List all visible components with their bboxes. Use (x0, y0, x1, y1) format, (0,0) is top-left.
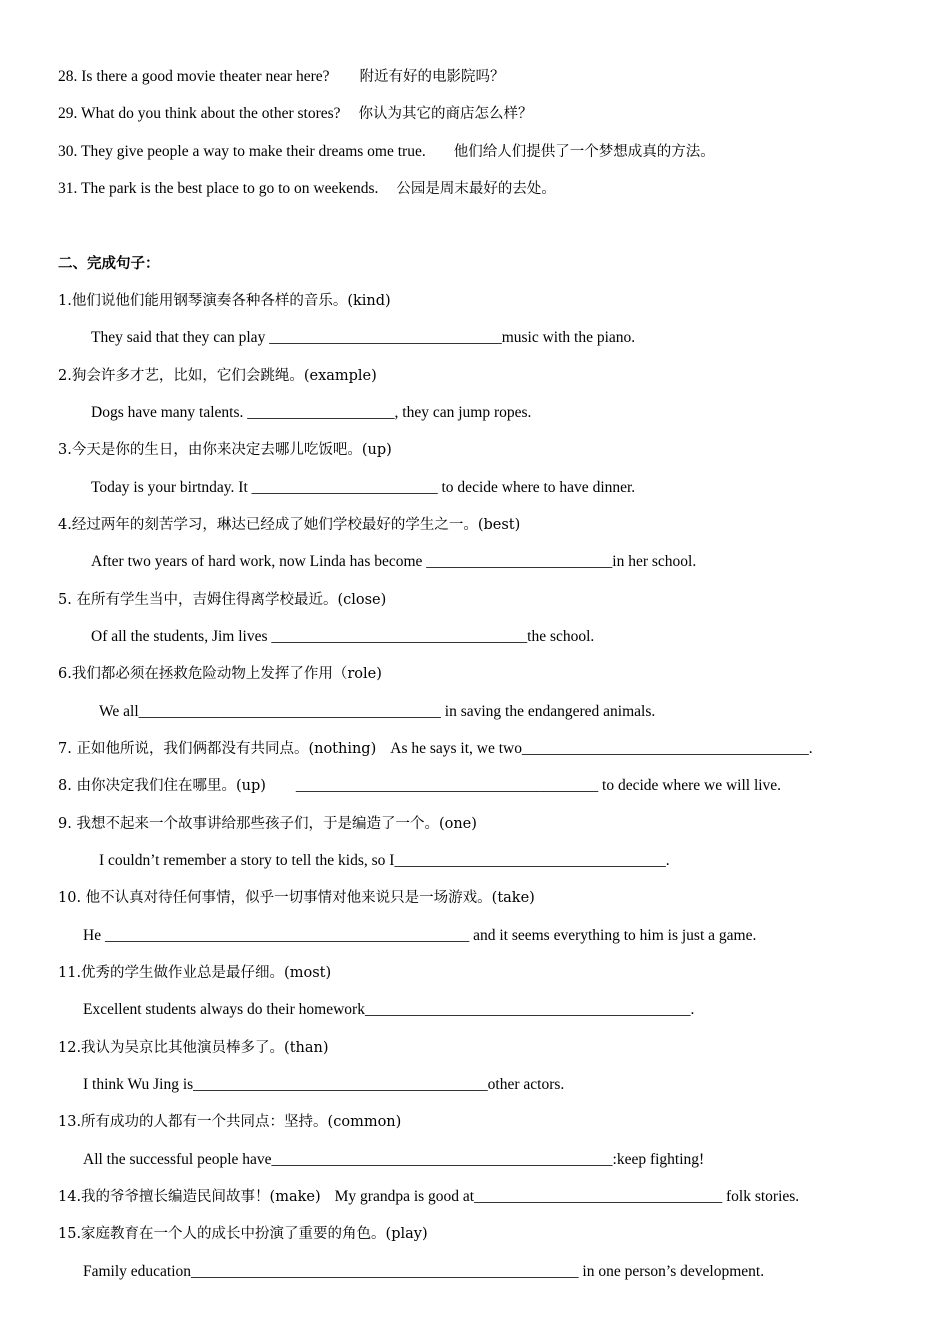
item-3-prompt: 3.今天是你的生日，由你来决定去哪儿吃饭吧。(up) (58, 442, 392, 458)
translation-29: 29. What do you think about the other stores? 你认为其它的商店怎么样？ (58, 105, 533, 122)
item-13-prompt: 13.所有成功的人都有一个共同点：坚持。(common) (58, 1114, 402, 1130)
item-1-answer-line: They said that they can play ______________________________music with the piano. (91, 329, 636, 346)
item-6-answer-line: We all_______________________________________ in saving the endangered animals. (99, 703, 656, 720)
item-4-prompt: 4.经过两年的刻苦学习，琳达已经成了她们学校最好的学生之一。(best) (58, 517, 521, 533)
item-12-answer-line: I think Wu Jing is______________________________________other actors. (83, 1076, 565, 1093)
item-9-answer-line: I couldn’t remember a story to tell the kids, so I___________________________________. (99, 852, 670, 869)
translation-28: 28. Is there a good movie theater near here? 附近有好的电影院吗？ (58, 68, 505, 85)
item-10-answer-line: He _______________________________________________ and it seems everything to him is just a game. (83, 927, 757, 944)
item-14-prompt: 14.我的爷爷擅长编造民间故事！(make) (58, 1189, 321, 1205)
item-7 (58, 739, 813, 759)
item-9-prompt: 9. 我想不起来一个故事讲给那些孩子们，于是编造了一个。(one) (58, 816, 477, 832)
item-11-answer-line: Excellent students always do their homework__________________________________________. (83, 1001, 695, 1018)
item-2-answer-line: Dogs have many talents. ___________________, they can jump ropes. (91, 404, 532, 421)
item-13-answer-line: All the successful people have____________________________________________:keep fighting! (83, 1151, 705, 1168)
item-5-answer-line: Of all the students, Jim lives _________________________________the school. (91, 628, 595, 645)
item-5-prompt: 5. 在所有学生当中，吉姆住得离学校最近。(close) (58, 592, 387, 608)
item-7-prompt: 7. 正如他所说，我们俩都没有共同点。(nothing) (58, 741, 377, 757)
item-8-answer-line: _______________________________________ to decide where we will live. (295, 777, 782, 794)
item-8-prompt: 8. 由你决定我们住在哪里。(up) (58, 778, 266, 794)
translation-31: 31. The park is the best place to go to on weekends. 公园是周末最好的去处。 (58, 180, 556, 197)
item-11-prompt: 11.优秀的学生做作业总是最仔细。(most) (58, 965, 332, 981)
item-14 (58, 1187, 799, 1207)
section-title: 二、完成句子： (58, 255, 160, 272)
item-10-prompt: 10. 他不认真对待任何事情，似乎一切事情对他来说只是一场游戏。(take) (58, 890, 535, 906)
translation-30: 30. They give people a way to make their dreams ome true. 他们给人们提供了一个梦想成真的方法。 (58, 143, 715, 160)
item-7-answer-line: As he says it, we two_____________________________________. (390, 740, 813, 757)
item-4-answer-line: After two years of hard work, now Linda has become ________________________in her school. (91, 553, 697, 570)
item-15-prompt: 15.家庭教育在一个人的成长中扮演了重要的角色。(play) (58, 1226, 428, 1242)
item-15-answer-line: Family education__________________________________________________ in one person’s development. (83, 1263, 765, 1280)
item-12-prompt: 12.我认为吴京比其他演员棒多了。(than) (58, 1040, 329, 1056)
item-2-prompt: 2.狗会许多才艺，比如，它们会跳绳。(example) (58, 368, 377, 384)
item-14-answer-line: My grandpa is good at________________________________ folk stories. (334, 1188, 800, 1205)
item-6-prompt: 6.我们都必须在拯救危险动物上发挥了作用（role) (58, 666, 382, 682)
item-8 (58, 776, 781, 796)
item-3-answer-line: Today is your birtnday. It ________________________ to decide where to have dinner. (91, 479, 636, 496)
item-1-prompt: 1.他们说他们能用钢琴演奏各种各样的音乐。(kind) (58, 293, 391, 309)
